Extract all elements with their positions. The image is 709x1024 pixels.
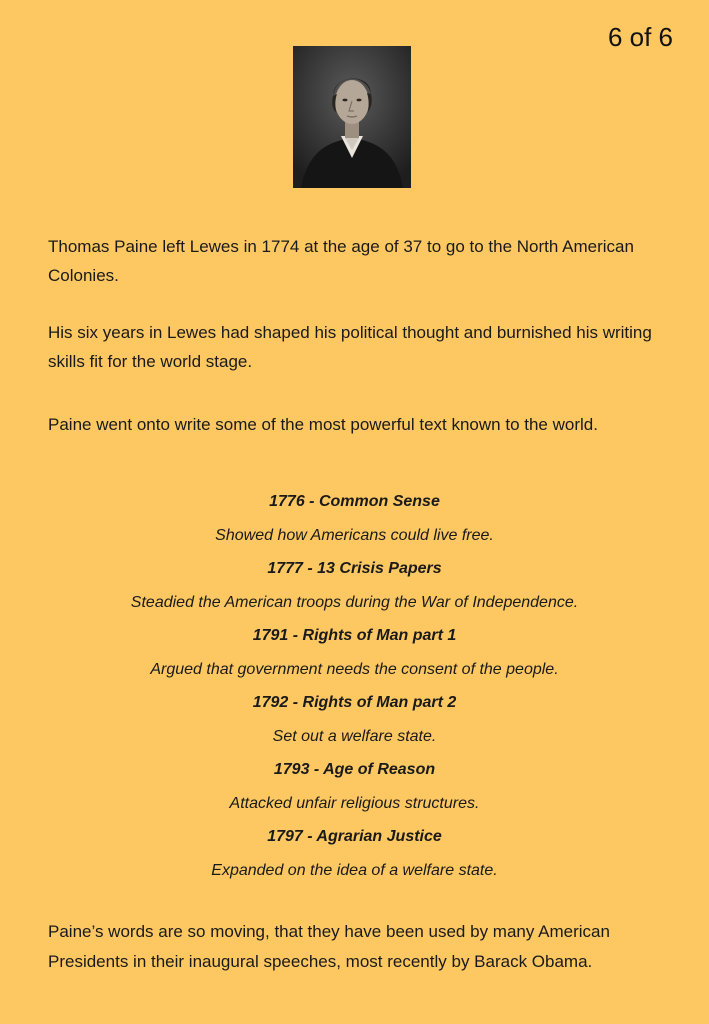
work-item xyxy=(0,485,709,552)
work-description: Set out a welfare state. xyxy=(272,727,437,745)
work-title: 1792 - Rights of Man part 2 xyxy=(252,694,457,711)
work-title: 1793 - Age of Reason xyxy=(273,761,436,778)
work-title: 1777 - 13 Crisis Papers xyxy=(267,560,442,577)
work-item xyxy=(0,820,709,887)
intro-paragraph-2: His six years in Lewes had shaped his political thought and burnished his writing skills fit for the world stage. xyxy=(48,323,652,371)
work-title: 1797 - Agrarian Justice xyxy=(267,828,442,845)
work-item xyxy=(0,686,709,753)
work-description: Argued that government needs the consent of the people. xyxy=(150,660,559,678)
work-description: Attacked unfair religious structures. xyxy=(229,794,480,812)
page-indicator: 6 of 6 xyxy=(607,22,673,52)
work-item xyxy=(0,619,709,686)
work-title: 1776 - Common Sense xyxy=(269,493,440,510)
work-item xyxy=(0,753,709,820)
intro-text xyxy=(48,232,668,439)
intro-paragraph-3: Paine went onto write some of the most powerful text known to the world. xyxy=(48,415,598,434)
work-description: Showed how Americans could live free. xyxy=(215,526,494,544)
intro-paragraph-1: Thomas Paine left Lewes in 1774 at the age of 37 to go to the North American Colonies. xyxy=(48,237,634,285)
portrait-image xyxy=(293,46,411,188)
work-title: 1791 - Rights of Man part 1 xyxy=(252,627,457,644)
works-list xyxy=(0,485,709,887)
work-item xyxy=(0,552,709,619)
closing-paragraph: Paine’s words are so moving, that they have been used by many American Presidents in their inaugural speeches, most recently by Barack Obama. xyxy=(48,922,610,971)
work-description: Expanded on the idea of a welfare state. xyxy=(211,861,498,879)
work-description: Steadied the American troops during the War of Independence. xyxy=(130,593,579,611)
